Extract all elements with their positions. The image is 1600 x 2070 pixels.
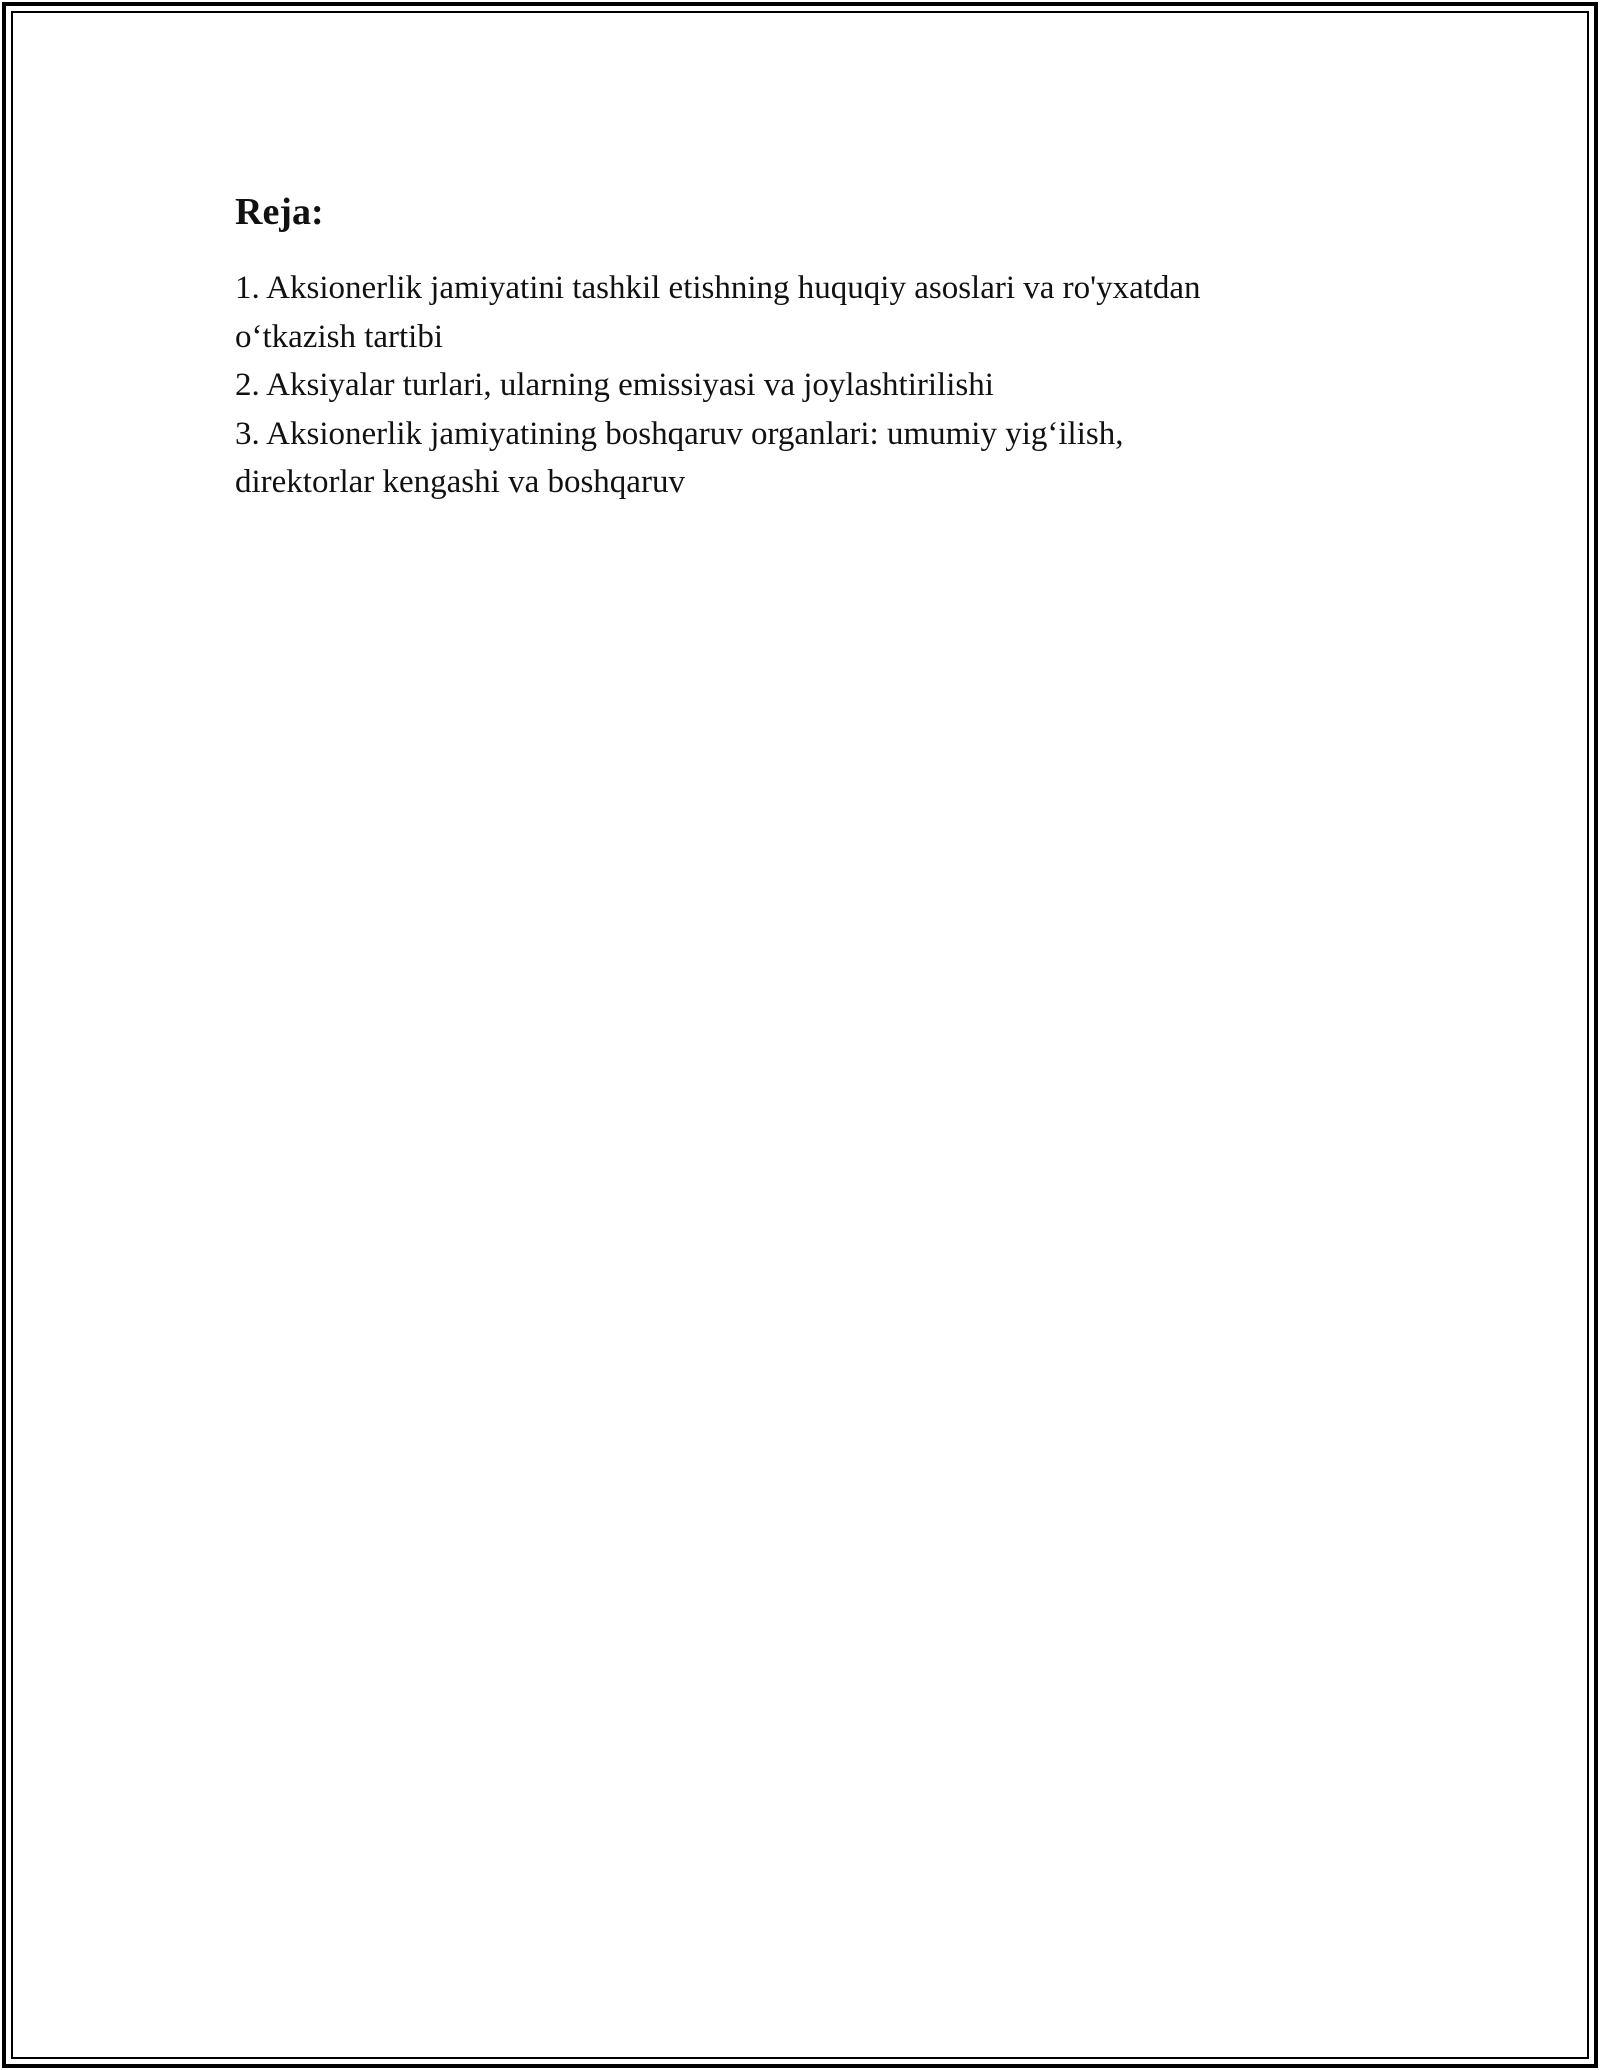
plan-item-1 bbox=[235, 264, 1365, 361]
plan-item-2 bbox=[235, 361, 1365, 410]
plan-heading: Reja: bbox=[235, 191, 324, 233]
plan-item-1-line-2: o‘tkazish tartibi bbox=[235, 318, 444, 355]
plan-item-3 bbox=[235, 410, 1365, 507]
plan-item-3-line-2: direktorlar kengashi va boshqaruv bbox=[235, 464, 685, 500]
plan-item-3-line-1: 3. Aksionerlik jamiyatining boshqaruv organlari: umumiy yig‘ilish, bbox=[235, 415, 1124, 452]
page-content bbox=[235, 186, 1365, 507]
plan-list bbox=[235, 264, 1365, 507]
plan-item-1-line-1: 1. Aksionerlik jamiyatini tashkil etishning huquqiy asoslari va ro'yxatdan bbox=[235, 270, 1201, 306]
plan-item-2-line-1: 2. Aksiyalar turlari, ularning emissiyasi va joylashtirilishi bbox=[235, 367, 994, 403]
